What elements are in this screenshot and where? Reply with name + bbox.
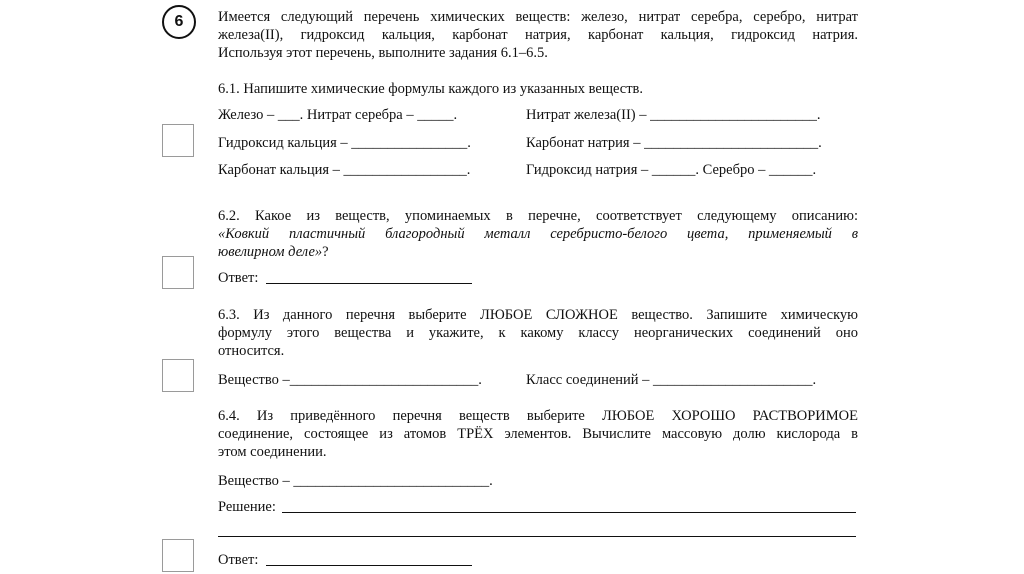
intro-line-2: железа(II), гидроксид кальция, карбонат натрия, карбонат кальция, гидроксид натрия. [218, 27, 858, 43]
q62-line-3-italic: ювелирном деле» [218, 244, 323, 260]
q62-line-3-tail: ? [322, 244, 329, 260]
q64-answer-label: Ответ: [218, 552, 259, 568]
intro-line-1: Имеется следующий перечень химических веществ: железо, нитрат серебра, серебро, нитрат [218, 9, 858, 25]
q64-line-2: соединение, состоящее из атомов ТРЁХ элементов. Вычислите массовую долю кислорода в [218, 426, 858, 442]
q64-solution-label: Решение: [218, 499, 276, 515]
q62-answer-line[interactable] [266, 283, 472, 284]
q64-answer-line[interactable] [266, 565, 472, 566]
q64-solution-line-2[interactable] [218, 536, 856, 537]
q63-class-field[interactable]: Класс соединений – ______________________. [526, 372, 817, 388]
q61-row2-left[interactable]: Гидроксид кальция – ________________. [218, 135, 471, 151]
q61-score-box[interactable] [162, 124, 194, 157]
intro-line-3: Используя этот перечень, выполните задания 6.1–6.5. [218, 45, 548, 61]
q63-substance-field[interactable]: Вещество –__________________________. [218, 372, 482, 388]
q64-substance-field[interactable]: Вещество – ___________________________. [218, 473, 493, 489]
q61-prompt: 6.1. Напишите химические формулы каждого из указанных веществ. [218, 81, 644, 97]
q63-score-box[interactable] [162, 359, 194, 392]
q62-line-2: «Ковкий пластичный благородный металл серебристо-белого цвета, применяемый в [218, 226, 858, 242]
q63-line-2: формулу этого вещества и укажите, к какому классу неорганических соединений оно [218, 325, 858, 341]
q62-score-box[interactable] [162, 256, 194, 289]
q61-row1-left[interactable]: Железо – ___. Нитрат серебра – _____. [218, 107, 458, 123]
q61-row1-right[interactable]: Нитрат железа(II) – _______________________. [526, 107, 821, 123]
task-number-badge: 6 [162, 5, 196, 39]
q61-row2-right[interactable]: Карбонат натрия – ________________________. [526, 135, 822, 151]
q64-line-3: этом соединении. [218, 444, 327, 460]
q62-line-3 [218, 243, 329, 261]
q61-row3-left[interactable]: Карбонат кальция – _________________. [218, 162, 471, 178]
q62-line-1: 6.2. Какое из веществ, упоминаемых в перечне, соответствует следующему описанию: [218, 208, 858, 224]
q61-row3-right[interactable]: Гидроксид натрия – ______. Серебро – ______. [526, 162, 817, 178]
q64-line-1: 6.4. Из приведённого перечня веществ выберите ЛЮБОЕ ХОРОШО РАСТВОРИМОЕ [218, 408, 858, 424]
q62-answer-label: Ответ: [218, 270, 259, 286]
q64-solution-line-1[interactable] [282, 512, 856, 513]
q64-score-box[interactable] [162, 539, 194, 572]
q63-line-1: 6.3. Из данного перечня выберите ЛЮБОЕ СЛОЖНОЕ вещество. Запишите химическую [218, 307, 858, 323]
q63-line-3: относится. [218, 343, 285, 359]
